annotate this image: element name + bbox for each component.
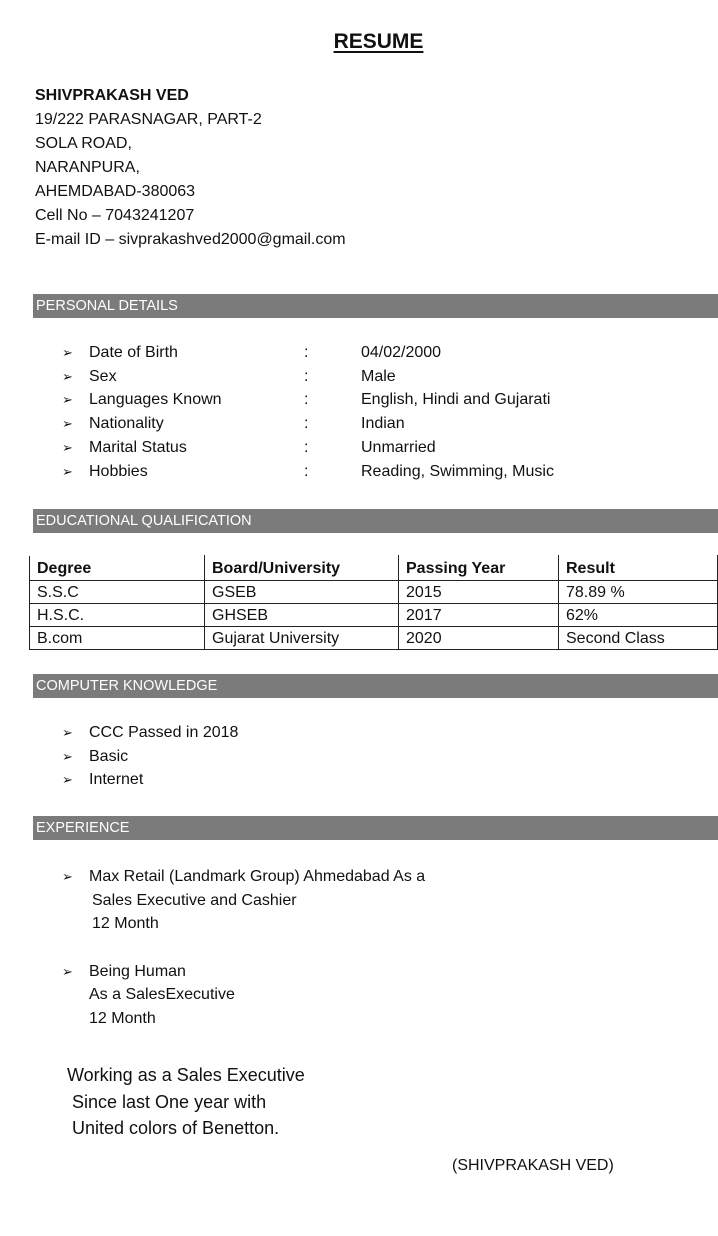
detail-separator: : [304,344,309,361]
list-item [62,960,425,1031]
list-item [62,721,239,745]
education-table [29,555,718,650]
signature-name: (SHIVPRAKASH VED) [452,1157,614,1174]
section-header-experience: EXPERIENCE [33,816,718,840]
table-cell: Second Class [559,627,718,650]
column-header: Result [559,556,718,581]
email-address: E-mail ID – sivprakashved2000@gmail.com [35,231,346,248]
detail-value: Unmarried [361,438,436,456]
detail-separator: : [304,462,309,480]
arrow-bullet-icon: ➢ [62,963,73,979]
arrow-bullet-icon: ➢ [62,725,73,740]
detail-separator: : [304,415,309,433]
address-line: SOLA ROAD, [35,135,132,152]
closing-line: Working as a Sales Executive [67,1065,305,1085]
contact-block [35,84,346,252]
detail-label: Sex [89,367,117,385]
section-header-personal: PERSONAL DETAILS [33,294,718,318]
table-row [30,604,718,627]
list-item [62,412,554,436]
arrow-bullet-icon: ➢ [62,772,73,788]
list-item [62,460,554,484]
arrow-bullet-icon: ➢ [62,368,73,384]
list-item [62,341,554,365]
table-cell: 2020 [399,627,559,650]
detail-value: Indian [361,415,405,433]
candidate-name: SHIVPRAKASH VED [35,87,189,104]
address-line: 19/222 PARASNAGAR, PART-2 [35,111,262,128]
table-cell: GHSEB [205,604,399,627]
detail-value: 04/02/2000 [361,344,442,361]
address-line: NARANPURA, [35,159,140,176]
detail-separator: : [304,391,309,409]
table-cell: Gujarat University [205,627,399,650]
detail-label: Hobbies [89,462,148,480]
detail-label: Date of Birth [89,344,178,361]
table-cell: B.com [30,627,205,650]
list-item [62,865,426,936]
skill-text: CCC Passed in 2018 [89,724,239,741]
table-cell: 78.89 % [559,581,718,604]
list-item [62,436,554,460]
table-cell: 62% [559,604,718,627]
detail-value: Male [361,367,396,385]
skill-text: Basic [89,747,129,765]
closing-statement [67,1062,305,1142]
detail-separator: : [304,367,309,385]
list-item [62,768,238,792]
section-header-computer: COMPUTER KNOWLEDGE [33,674,718,698]
table-header-row [30,556,718,581]
detail-value: English, Hindi and Gujarati [361,391,551,409]
experience-line: Sales Executive and Cashier [92,891,297,909]
arrow-bullet-icon: ➢ [62,463,73,479]
detail-label: Languages Known [89,391,222,409]
experience-line: Being Human [89,962,186,980]
detail-label: Nationality [89,415,164,433]
table-row [30,627,718,650]
detail-label: Marital Status [89,438,187,456]
experience-line: As a SalesExecutive [89,986,235,1003]
personal-details-list [62,341,554,483]
arrow-bullet-icon: ➢ [62,345,73,360]
closing-line: Since last One year with [72,1091,267,1112]
table-row [30,581,718,604]
table-cell: 2017 [399,604,559,627]
list-item [62,365,554,389]
arrow-bullet-icon: ➢ [62,416,73,432]
skill-text: Internet [89,771,144,789]
experience-line: Max Retail (Landmark Group) Ahmedabad As a [89,868,426,885]
table-cell: S.S.C [30,581,205,604]
address-line: AHEMDABAD-380063 [35,183,196,200]
experience-line: 12 Month [89,1009,156,1027]
resume-title: RESUME [333,30,424,53]
table-cell: H.S.C. [30,604,205,627]
closing-line: United colors of Benetton. [72,1118,280,1138]
table-cell: 2015 [399,581,559,604]
experience-line: 12 Month [92,915,159,932]
detail-separator: : [304,438,309,456]
arrow-bullet-icon: ➢ [62,748,73,764]
detail-value: Reading, Swimming, Music [361,462,554,480]
section-header-education: EDUCATIONAL QUALIFICATION [33,509,718,533]
computer-knowledge-list [62,721,239,792]
column-header: Degree [30,556,205,581]
column-header: Passing Year [399,556,559,581]
cell-number: Cell No – 7043241207 [35,207,195,224]
column-header: Board/University [205,556,399,581]
list-item [62,745,238,769]
arrow-bullet-icon: ➢ [62,439,73,455]
experience-list [62,865,426,1030]
list-item [62,388,554,412]
arrow-bullet-icon: ➢ [62,392,73,408]
table-cell: GSEB [205,581,399,604]
arrow-bullet-icon: ➢ [62,869,73,884]
